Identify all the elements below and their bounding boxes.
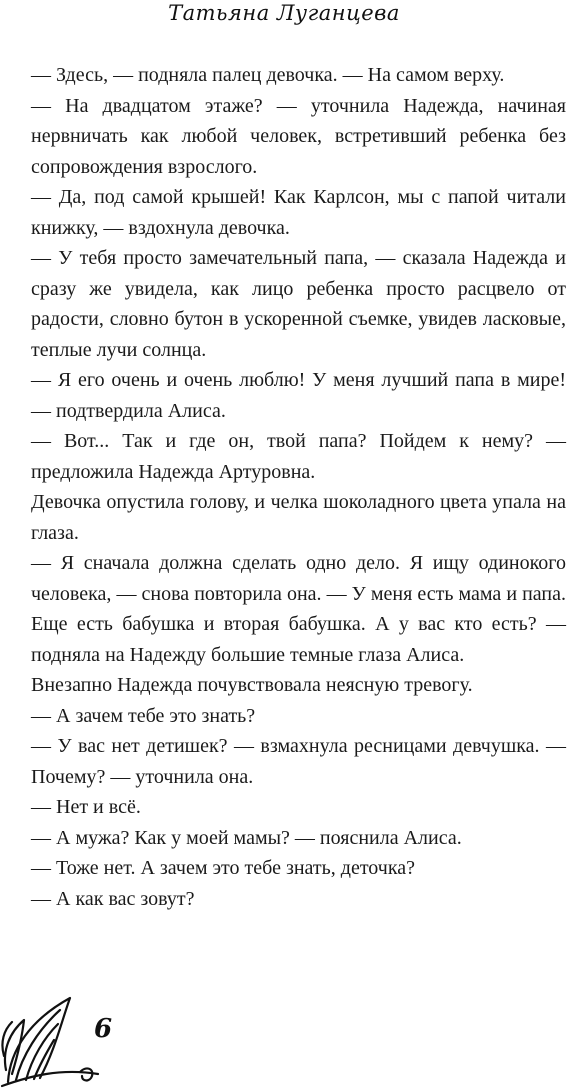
paragraph: — Нет и всё. bbox=[31, 796, 141, 818]
running-head-author: Татьяна Луганцева bbox=[168, 1, 400, 25]
paragraph: — А зачем тебе это знать? bbox=[31, 704, 256, 727]
paragraph: — Я сначала должна сделать одно дело. Я ищу одинокого человека, — снова повторила она. — У меня есть мама и папа. Еще есть бабушка и вторая бабушка. А у вас кто есть? — подняла на Надежду большие темные глаза Алиса. bbox=[31, 552, 566, 666]
floral-flourish-icon bbox=[0, 990, 100, 1089]
page-number: 6 bbox=[94, 1014, 113, 1044]
paragraph: — У тебя просто замечательный папа, — сказала Надежда и сразу же увидела, как лицо ребенка просто расцвело от радости, словно бутон в ускоренной съемке, увидев ласковые, теплые лучи солнца. bbox=[31, 247, 566, 361]
paragraph: — Да, под самой крышей! Как Карлсон, мы с папой читали книжку, — вздохнула девочка. bbox=[31, 186, 566, 239]
paragraph: — А мужа? Как у моей мамы? — пояснила Алиса. bbox=[31, 826, 462, 849]
paragraph: — А как вас зовут? bbox=[31, 887, 195, 910]
paragraph: Девочка опустила голову, и челка шоколадного цвета упала на глаза. bbox=[31, 491, 566, 544]
paragraph: — На двадцатом этаже? — уточнила Надежда, начиная нервничать как любой человек, встретивший ребенка без сопровождения взрослого. bbox=[31, 94, 566, 178]
paragraph: — У вас нет детишек? — взмахнула ресницами девчушка. — Почему? — уточнила она. bbox=[31, 735, 566, 788]
paragraph: — Тоже нет. А зачем это тебе знать, деточка? bbox=[31, 857, 416, 879]
paragraph: Внезапно Надежда почувствовала неясную тревогу. bbox=[31, 674, 473, 696]
paragraph: — Вот... Так и где он, твой папа? Пойдем к нему? — предложила Надежда Артуровна. bbox=[31, 430, 566, 483]
paragraph: — Я его очень и очень люблю! У меня лучший папа в мире! — подтвердила Алиса. bbox=[31, 369, 566, 422]
body-text bbox=[31, 60, 566, 914]
paragraph: — Здесь, — подняла палец девочка. — На самом верху. bbox=[31, 64, 505, 86]
